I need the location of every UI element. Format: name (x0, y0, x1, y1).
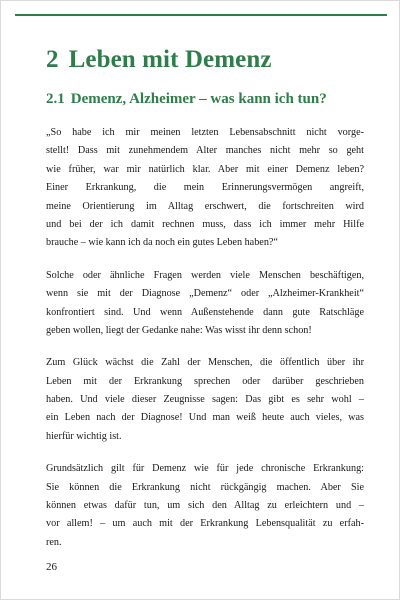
paragraph-quote (46, 124, 364, 253)
chapter-number: 2 (46, 46, 59, 73)
text-line: geben wollen, liegt der Gedanke nahe: Was wisst ihr denn schon! (46, 324, 312, 336)
section-title (46, 91, 327, 108)
text-line: haben. Und viele dieser Zeugnisse sagen: Das gibt es sehr wohl – (46, 394, 364, 406)
text-line: wie früher, war mir natürlich klar. Aber mit einer Demenz leben? (46, 163, 364, 175)
section-number: 2.1 (46, 91, 65, 107)
top-rule-divider (15, 14, 387, 16)
text-line: ren. (46, 536, 62, 548)
text-line: Grundsätzlich gilt für Demenz wie für jede chronische Erkrankung: (46, 463, 364, 475)
text-line: ein Leben nach der Diagnose! Und man weiß heute auch vieles, was (46, 412, 364, 424)
text-line: Sie können die Erkrankung nicht rückgängig machen. Aber Sie (46, 481, 364, 493)
text-line: und bei der ich damit rechnen muss, dass ich immer mehr Hilfe (46, 218, 364, 230)
text-line: wenn sie mit der Diagnose „Demenz“ oder „Alzheimer-Krankheit“ (46, 288, 364, 300)
text-line: meine Orientierung im Alltag erschwert, die fortschreiten wird (46, 200, 364, 212)
section-title-text: Demenz, Alzheimer – was kann ich tun? (70, 91, 327, 107)
text-line: konfrontiert sind. Und wenn Außenstehende dann gute Ratschläge (46, 306, 364, 318)
page-number: 26 (46, 561, 57, 573)
paragraph (46, 354, 364, 446)
text-line: brauche – wie kann ich da noch ein gutes Leben haben?“ (46, 237, 278, 249)
text-line: Zum Glück wächst die Zahl der Menschen, die öffentlich über ihr (46, 357, 364, 369)
paragraph (46, 267, 364, 341)
text-line: stellt! Dass mit zunehmendem Alter manches nicht mehr so geht (46, 145, 364, 157)
text-line: Leben mit der Erkrankung sprechen oder darüber geschrieben (46, 375, 364, 387)
chapter-title-text: Leben mit Demenz (68, 46, 272, 73)
text-line: Solche oder ähnliche Fragen werden viele Menschen beschäftigen, (46, 269, 364, 281)
paragraph (46, 460, 364, 552)
text-line: „So habe ich mir meinen letzten Lebensabschnitt nicht vorge- (46, 127, 364, 138)
text-line: hierfür wichtig ist. (46, 430, 122, 442)
text-line: vor allem! – um auch mit der Erkrankung Lebensqualität zu erfah- (46, 518, 364, 530)
chapter-title (46, 46, 272, 74)
body-text (46, 124, 364, 566)
text-line: können etwas dafür tun, um sich den Alltag zu erleichtern und – (46, 500, 364, 512)
text-line: Einer Erkrankung, die mein Erinnerungsvermögen angreift, (46, 182, 364, 194)
